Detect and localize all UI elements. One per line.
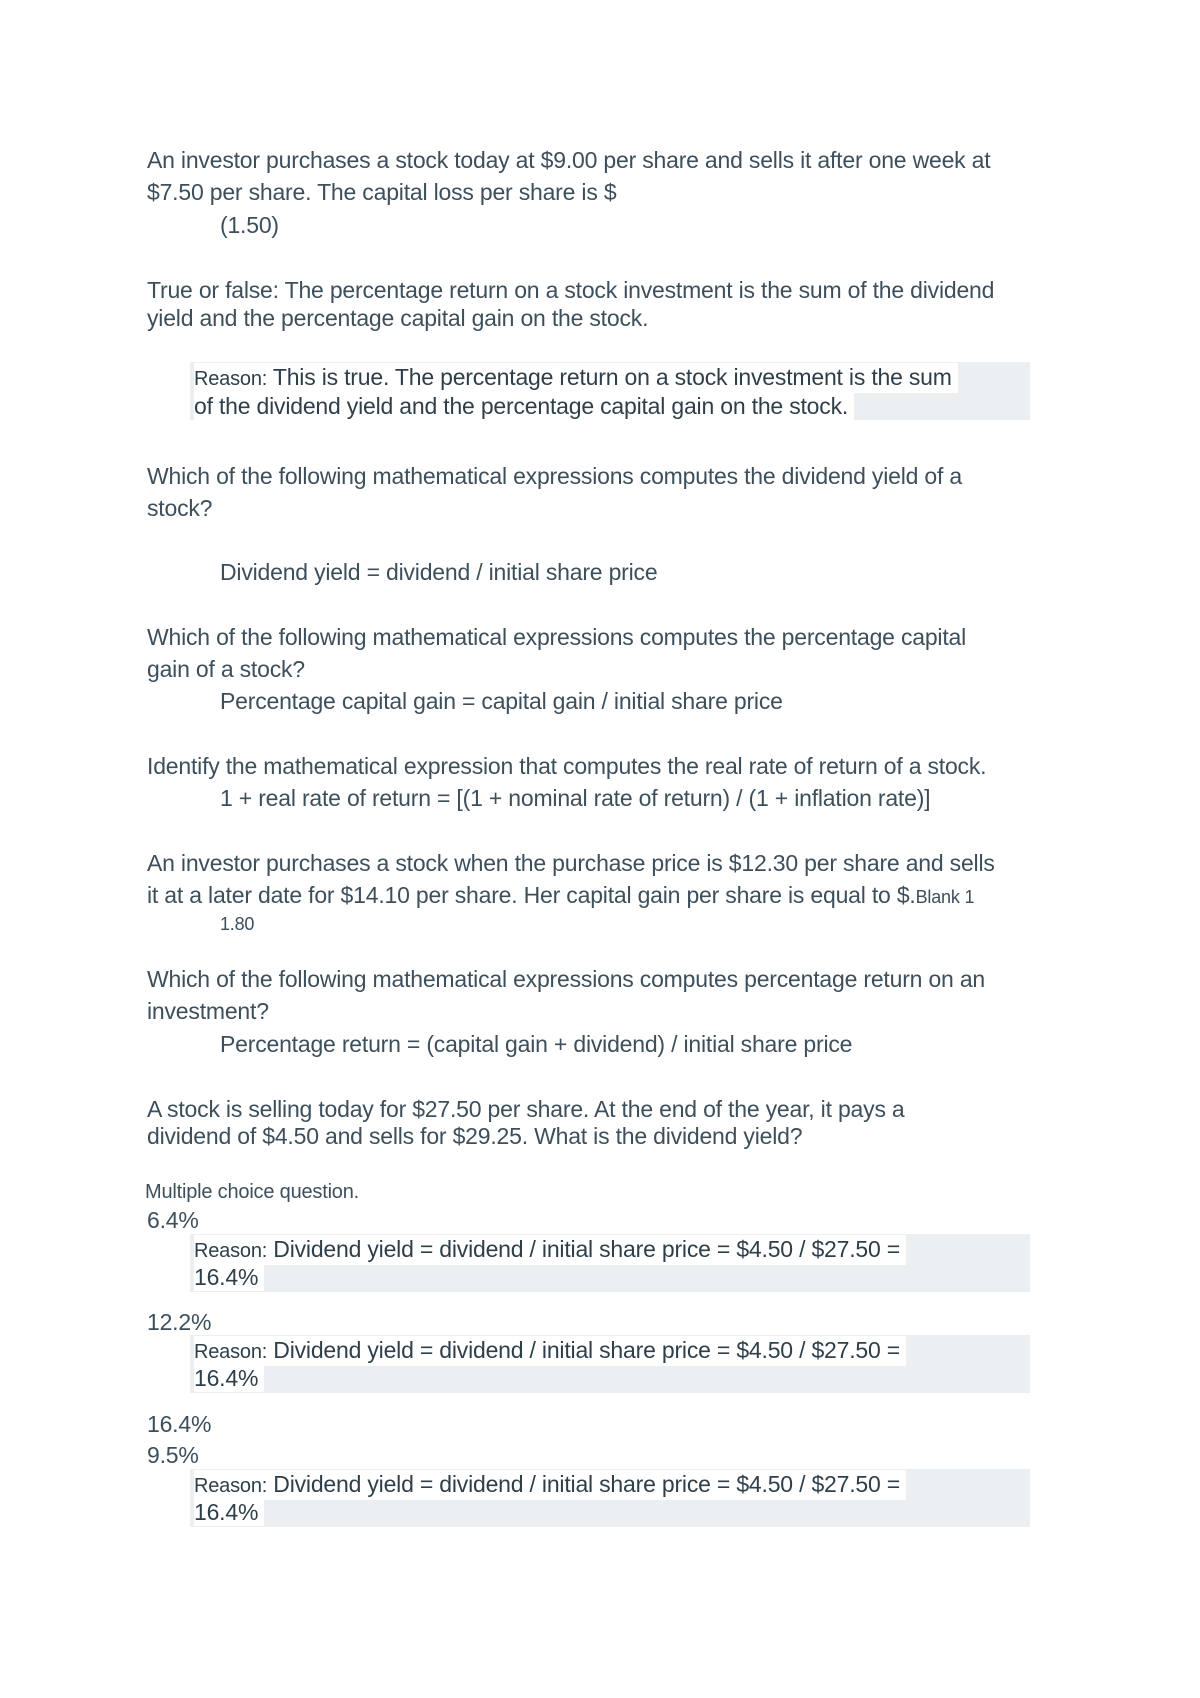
q8-option-3[interactable]: 16.4%: [147, 1411, 212, 1437]
q2-text-line2: yield and the percentage capital gain on the stock.: [147, 305, 649, 331]
q8-reason-line1-2: Dividend yield = dividend / initial share price = $4.50 / $27.50 =: [267, 1337, 901, 1363]
q5-answer: 1 + real rate of return = [(1 + nominal rate of return) / (1 + inflation rate)]: [220, 785, 931, 811]
q8-reason-label-2: Reason:: [194, 1341, 268, 1363]
q8-option-2[interactable]: 12.2%: [147, 1309, 212, 1335]
q8-text-line1: A stock is selling today for $27.50 per share. At the end of the year, it pays a: [147, 1096, 905, 1122]
q6-text-line2: [147, 881, 974, 911]
q7-text-line1: Which of the following mathematical expressions computes percentage return on an: [147, 966, 986, 992]
q6-blank-label: Blank 1: [915, 887, 975, 907]
q7-answer: Percentage return = (capital gain + dividend) / initial share price: [220, 1031, 853, 1057]
q8-option-1[interactable]: 6.4%: [147, 1207, 199, 1233]
q2-reason-line1: This is true. The percentage return on a stock investment is the sum: [267, 364, 952, 390]
q3-answer: Dividend yield = dividend / initial share price: [220, 559, 658, 585]
q6-text-line2-content: it at a later date for $14.10 per share. Her capital gain per share is equal to $.: [147, 882, 916, 908]
q6-answer: 1.80: [220, 914, 255, 934]
q8-reason-label-1: Reason:: [194, 1240, 268, 1262]
q5-text-line1: Identify the mathematical expression that computes the real rate of return of a stock.: [147, 753, 987, 779]
q8-option-4[interactable]: 9.5%: [147, 1442, 199, 1468]
q8-text-line2: dividend of $4.50 and sells for $29.25. What is the dividend yield?: [147, 1123, 803, 1149]
q7-text-line2: investment?: [147, 998, 269, 1024]
q8-reason-box-4: [190, 1469, 1030, 1527]
q2-reason-line2: of the dividend yield and the percentage capital gain on the stock.: [194, 392, 854, 420]
q1-text-line1: An investor purchases a stock today at $9.00 per share and sells it after one week at: [147, 147, 991, 173]
q2-reason-label: Reason:: [194, 368, 268, 390]
q2-reason-box: [190, 362, 1030, 420]
q3-text-line2: stock?: [147, 495, 213, 521]
q8-reason-box-1: [190, 1234, 1030, 1292]
q1-answer: (1.50): [220, 212, 279, 238]
q8-reason-line2-2: 16.4%: [194, 1364, 264, 1392]
q8-reason-box-2: [190, 1335, 1030, 1393]
q8-reason-line1-4: Dividend yield = dividend / initial share price = $4.50 / $27.50 =: [267, 1471, 901, 1497]
q8-reason-line2-1: 16.4%: [194, 1263, 264, 1291]
q2-text-line1: True or false: The percentage return on a stock investment is the sum of the dividend: [147, 277, 995, 303]
q4-text-line1: Which of the following mathematical expressions computes the percentage capital: [147, 624, 967, 650]
q4-text-line2: gain of a stock?: [147, 656, 305, 682]
q8-reason-label-4: Reason:: [194, 1475, 268, 1497]
q8-reason-line1-1: Dividend yield = dividend / initial share price = $4.50 / $27.50 =: [267, 1236, 901, 1262]
q4-answer: Percentage capital gain = capital gain / initial share price: [220, 688, 783, 714]
q8-type-label: Multiple choice question.: [145, 1181, 360, 1203]
q6-text-line1: An investor purchases a stock when the purchase price is $12.30 per share and sells: [147, 850, 995, 876]
q3-text-line1: Which of the following mathematical expressions computes the dividend yield of a: [147, 463, 962, 489]
q8-reason-line2-4: 16.4%: [194, 1498, 264, 1526]
q1-text-line2: $7.50 per share. The capital loss per share is $: [147, 179, 617, 205]
